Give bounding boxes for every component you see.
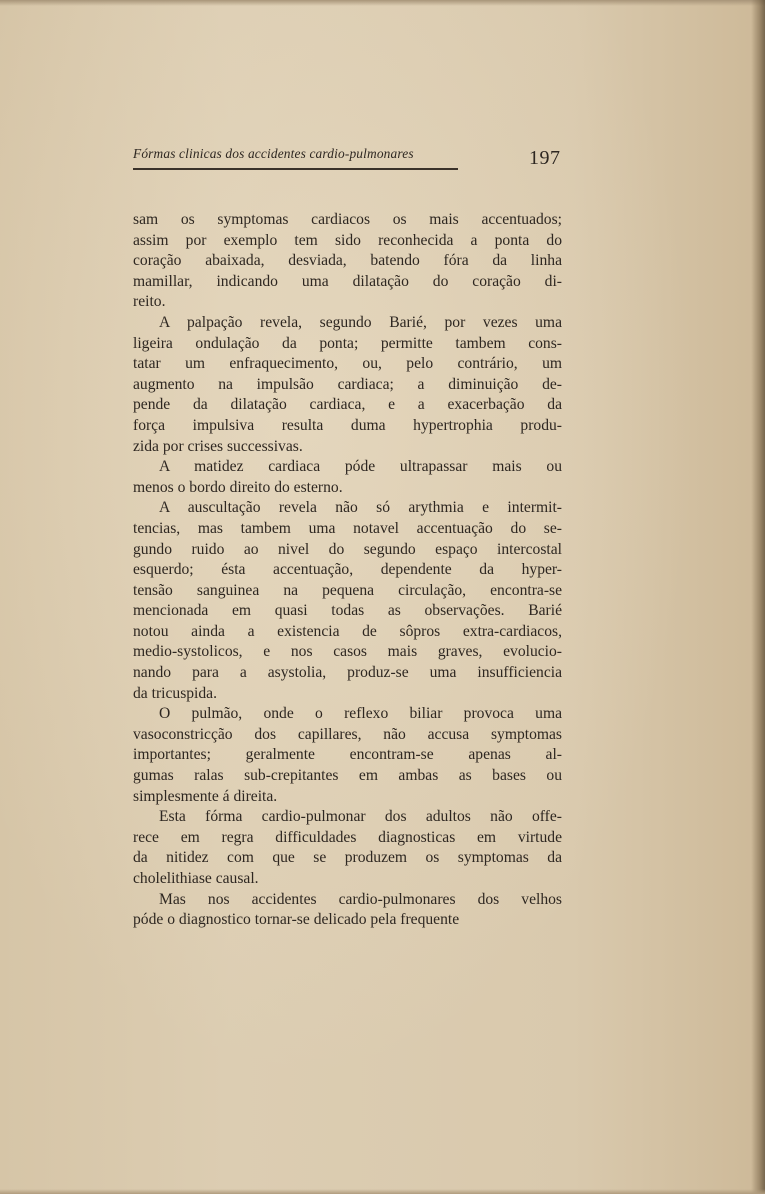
text-line: simplesmente á direita. [133, 787, 278, 805]
text-line: augmento na impulsão cardiaca; a diminuição de- [133, 375, 562, 393]
text-line: assim por exemplo tem sido reconhecida a ponta do [133, 231, 562, 249]
text-line: mencionada em quasi todas as observações. Barié [133, 602, 562, 620]
text-line: força impulsiva resulta duma hypertrophia produ- [133, 416, 562, 434]
paragraph [133, 704, 562, 807]
paragraph [133, 313, 562, 457]
text-line: importantes; geralmente encontram-se apenas al- [133, 746, 562, 764]
text-line: Esta fórma cardio-pulmonar dos adultos não offe- [159, 808, 562, 826]
text-line: gundo ruido ao nivel do segundo espaço intercostal [133, 540, 562, 558]
text-line: zida por crises successivas. [133, 437, 303, 455]
paragraph [133, 807, 562, 889]
text-line: vasoconstricção dos capillares, não accusa symptomas [133, 725, 562, 743]
paragraph [133, 210, 562, 313]
text-line: póde o diagnostico tornar-se delicado pela frequente [133, 911, 460, 929]
paragraph [133, 457, 562, 498]
text-line: rece em regra difficuldades diagnosticas em virtude [133, 828, 562, 846]
paragraph [133, 890, 562, 931]
text-line: tensão sanguinea na pequena circulação, encontra-se [133, 581, 562, 599]
text-line: nando para a asystolia, produz-se uma insufficiencia [133, 664, 562, 682]
body-text [133, 210, 562, 931]
text-line: reito. [133, 293, 166, 311]
text-line: tatar um enfraquecimento, ou, pelo contrário, um [133, 355, 562, 373]
text-line: cholelithiase causal. [133, 870, 259, 887]
text-line: sam os symptomas cardiacos os mais accentuados; [133, 211, 562, 228]
text-line: O pulmão, onde o reflexo biliar provoca uma [159, 705, 562, 723]
text-line: A matidez cardiaca póde ultrapassar mais ou [159, 458, 562, 476]
text-line: Mas nos accidentes cardio-pulmonares dos velhos [159, 890, 562, 908]
text-line: notou ainda a existencia de sôpros extra-cardiacos, [133, 622, 562, 640]
text-line: A palpação revela, segundo Barié, por vezes uma [159, 313, 562, 331]
page-number: 197 [529, 147, 561, 169]
text-line: da tricuspida. [133, 684, 218, 702]
text-line: esquerdo; ésta accentuação, dependente da hyper- [133, 561, 562, 579]
running-title: Fórmas clinicas dos accidentes cardio-pulmonares [133, 146, 414, 161]
page-edge-shadow [751, 0, 765, 1194]
running-head [133, 146, 458, 170]
text-line: mamillar, indicando uma dilatação do coração di- [133, 272, 562, 290]
text-line: coração abaixada, desviada, batendo fóra da linha [133, 252, 562, 270]
text-line: menos o bordo direito do esterno. [133, 478, 343, 496]
text-line: ligeira ondulação da ponta; permitte tambem cons- [133, 334, 562, 352]
text-line: A auscultação revela não só arythmia e intermit- [159, 499, 562, 517]
text-line: da nitidez com que se produzem os symptomas da [133, 849, 562, 867]
text-line: medio-systolicos, e nos casos mais graves, evolucio- [133, 643, 562, 661]
text-line: gumas ralas sub-crepitantes em ambas as bases ou [133, 767, 562, 785]
text-line: tencias, mas tambem uma notavel accentuação do se- [133, 519, 562, 537]
paragraph [133, 498, 562, 704]
text-line: pende da dilatação cardiaca, e a exacerbação da [133, 396, 562, 414]
